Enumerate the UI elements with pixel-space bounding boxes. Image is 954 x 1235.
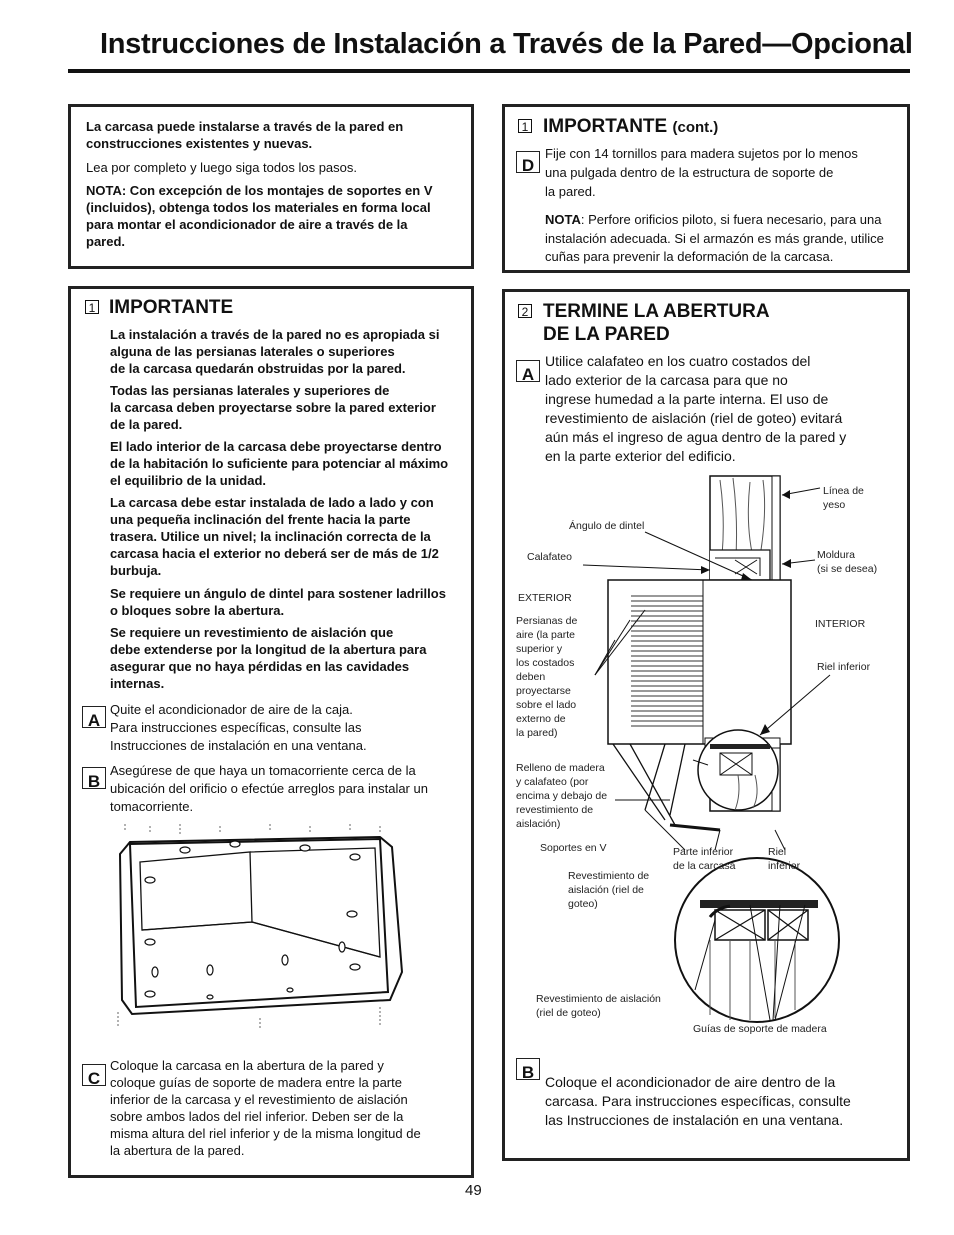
importante-p4-l5: burbuja. <box>110 563 162 578</box>
label-persianas-5: deben <box>516 671 546 683</box>
importante-p6-l4: internas. <box>110 676 165 691</box>
intro-nota-1: NOTA: Con excepción de los montajes de soportes en V <box>86 183 433 198</box>
importante-p6-l3: asegurar que no haya pérdidas en las cavidades <box>110 659 410 674</box>
step-number-2: 2 <box>518 304 532 318</box>
termine-a-line6: en la parte exterior del edificio. <box>545 448 736 464</box>
label-relleno-3: encima y debajo de <box>516 790 608 802</box>
cont-nota-line1 <box>545 211 881 228</box>
label-revestimiento-1: Revestimiento de <box>568 870 650 882</box>
importante-p1-l1: La instalación a través de la pared no es apropiada si <box>110 327 440 342</box>
label-riel-2: inferior <box>768 860 801 872</box>
step-c-line1: Coloque la carcasa en la abertura de la pared y <box>110 1058 384 1073</box>
intro-read: Lea por completo y luego siga todos los pasos. <box>86 160 358 175</box>
step-letter-b: B <box>82 767 106 789</box>
label-angulo-dintel: Ángulo de dintel <box>569 520 645 532</box>
label-exterior: EXTERIOR <box>518 592 572 604</box>
title-rule <box>68 69 910 73</box>
step-c-line5: misma altura del riel inferior y de la misma longitud de <box>110 1126 421 1141</box>
importante-p2-l3: de la pared. <box>110 417 183 432</box>
importante-p4-l3: trasera. Utilice un nivel; la inclinación correcta de la <box>110 529 431 544</box>
step-c-line2: coloque guías de soporte de madera entre la parte <box>110 1075 402 1090</box>
step-d-line2: una pulgada dentro de la estructura de soporte de <box>545 165 834 180</box>
label-persianas-6: proyectarse <box>516 685 571 697</box>
label-revestimiento2-1: Revestimiento de aislación <box>536 993 661 1005</box>
step-a-line2: Para instrucciones específicas, consulte las <box>110 720 362 735</box>
step-letter-b-right: B <box>516 1058 540 1080</box>
step-b-line3: tomacorriente. <box>110 799 194 814</box>
label-persianas-3: superior y <box>516 643 563 655</box>
label-parte-inferior-1: Parte inferior <box>673 846 734 858</box>
termine-a-line2: lado exterior de la carcasa para que no <box>545 372 788 388</box>
page-title: Instrucciones de Instalación a Través de la Pared—Opcional <box>100 28 913 60</box>
step-a-line3: Instrucciones de instalación en una ventana. <box>110 738 367 753</box>
cont-nota-text: : Perfore orificios piloto, si fuera necesario, para una <box>580 212 882 227</box>
termine-a-line4: revestimiento de aislación (riel de goteo) evitará <box>545 410 843 426</box>
termine-a-line3: ingrese humedad a la parte interna. El uso de <box>545 391 829 407</box>
step-letter-d: D <box>516 151 540 173</box>
importante-p6-l2: debe extenderse por la longitud de la abertura para <box>110 642 427 657</box>
step-b-line2: ubicación del orificio o efectúe arreglos para instalar un <box>110 781 428 796</box>
label-guias: Guías de soporte de madera <box>693 1023 827 1035</box>
label-persianas-9: la pared) <box>516 727 558 739</box>
termine-a-line1: Utilice calafateo en los cuatro costados del <box>545 353 811 369</box>
label-moldura-1: Moldura <box>817 549 855 561</box>
termine-b-line2: carcasa. Para instrucciones específicas, consulte <box>545 1093 851 1109</box>
label-persianas-1: Persianas de <box>516 615 578 627</box>
importante-p1-l3: de la carcasa quedarán obstruidas por la pared. <box>110 361 406 376</box>
importante-p5-l1: Se requiere un ángulo de dintel para sostener ladrillos <box>110 586 446 601</box>
termine-b-line1: Coloque el acondicionador de aire dentro de la <box>545 1074 836 1090</box>
step-c-line3: inferior de la carcasa y el revestimiento de aislación <box>110 1092 408 1107</box>
importante-p3-l2: de la habitación lo suficiente para potenciar al máximo <box>110 456 449 471</box>
importante-p4-l4: carcasa hacia el exterior no deberá ser de más de 1/2 <box>110 546 439 561</box>
label-persianas-8: externo de <box>516 713 566 725</box>
intro-line1: La carcasa puede instalarse a través de la pared en <box>86 119 404 134</box>
step-d-line1: Fije con 14 tornillos para madera sujetos por lo menos <box>545 146 858 161</box>
importante-p4-l2: una pequeña inclinación del frente hacia la parte <box>110 512 411 527</box>
intro-line2: construcciones existentes y nuevas. <box>86 136 313 151</box>
cont-nota-label: NOTA <box>545 212 581 227</box>
label-moldura-2: (si se desea) <box>817 563 878 575</box>
importante-p3-l3: el equilibrio de la unidad. <box>110 473 267 488</box>
label-calafateo: Calafateo <box>527 551 572 563</box>
step-d-line3: la pared. <box>545 184 596 199</box>
cont-nota-line3: cuñas para prevenir la deformación de la carcasa. <box>545 249 834 264</box>
label-riel-inferior: Riel inferior <box>817 661 871 673</box>
importante-p2-l1: Todas las persianas laterales y superiores de <box>110 383 390 398</box>
step-c-line4: sobre ambos lados del riel inferior. Deben ser de la <box>110 1109 404 1124</box>
importante-p3-l1: El lado interior de la carcasa debe proyectarse dentro <box>110 439 442 454</box>
label-soportes-v: Soportes en V <box>540 842 607 854</box>
step-c-line6: la abertura de la pared. <box>110 1143 245 1158</box>
step-number-1-cont: 1 <box>518 119 532 133</box>
label-interior: INTERIOR <box>815 618 866 630</box>
importante-cont-heading <box>543 115 718 139</box>
intro-nota-4: pared. <box>86 234 126 249</box>
step-letter-c: C <box>82 1064 106 1086</box>
label-revestimiento-2: aislación (riel de <box>568 884 644 896</box>
intro-nota-2: (incluidos), obtenga todos los materiales en forma local <box>86 200 431 215</box>
label-parte-inferior-2: de la carcasa <box>673 860 736 872</box>
importante-p4-l1: La carcasa debe estar instalada de lado a lado y con <box>110 495 434 510</box>
step-number-1: 1 <box>85 300 99 314</box>
page-number: 49 <box>465 1182 482 1199</box>
label-linea-yeso-1: Línea de <box>823 485 864 497</box>
step-a-line1: Quite el acondicionador de aire de la caja. <box>110 702 353 717</box>
label-riel-1: Riel <box>768 846 787 858</box>
label-persianas-2: aire (la parte <box>516 629 575 641</box>
label-relleno-4: revestimiento de <box>516 804 594 816</box>
cont-nota-line2: instalación adecuada. Si el armazón es más grande, utilice <box>545 231 884 246</box>
label-relleno-5: aislación) <box>516 818 561 830</box>
termine-heading-line1: TERMINE LA ABERTURA <box>543 301 770 322</box>
label-revestimiento-3: goteo) <box>568 898 598 910</box>
label-persianas-4: los costados <box>516 657 575 669</box>
importante-cont-suffix: (cont.) <box>672 119 719 136</box>
step-letter-a: A <box>82 706 106 728</box>
termine-b-line3: las Instrucciones de instalación en una ventana. <box>545 1112 844 1128</box>
importante-p2-l2: la carcasa deben proyectarse sobre la pared exterior <box>110 400 436 415</box>
label-relleno-2: y calafateo (por <box>516 776 589 788</box>
importante-cont-title: IMPORTANTE <box>543 116 668 137</box>
label-linea-yeso-2: yeso <box>823 499 846 511</box>
step-b-line1: Asegúrese de que haya un tomacorriente cerca de la <box>110 763 416 778</box>
importante-p6-l1: Se requiere un revestimiento de aislación que <box>110 625 394 640</box>
termine-heading-line2: DE LA PARED <box>543 324 670 345</box>
importante-p5-l2: o bloques sobre la abertura. <box>110 603 285 618</box>
label-relleno-1: Relleno de madera <box>516 762 605 774</box>
termine-a-line5: aún más el ingreso de agua dentro de la pared y <box>545 429 847 445</box>
importante-p1-l2: alguna de las persianas laterales o superiores <box>110 344 395 359</box>
sleeve-illustration <box>110 822 410 1032</box>
intro-nota-3: para montar el acondicionador de aire a través de la <box>86 217 408 232</box>
importante-heading: IMPORTANTE <box>109 297 234 318</box>
label-revestimiento2-2: (riel de goteo) <box>536 1007 601 1019</box>
label-persianas-7: sobre el lado <box>516 699 577 711</box>
step-letter-a-right: A <box>516 360 540 382</box>
